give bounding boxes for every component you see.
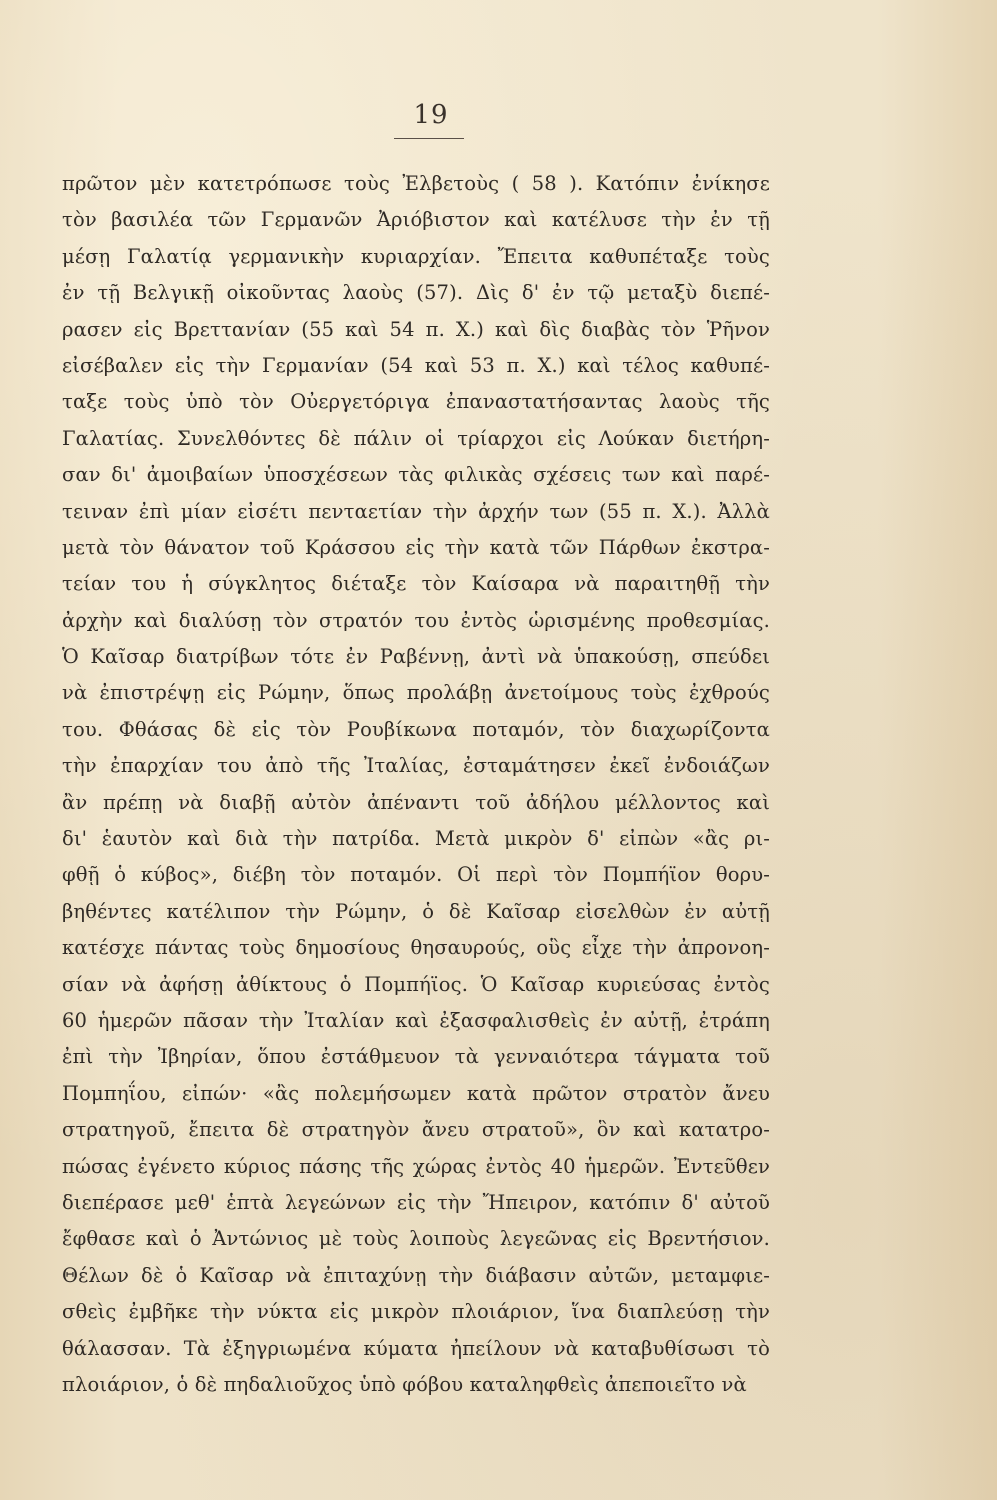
text-line: πλοιάριον, ὁ δὲ πηδαλιοῦχος ὑπὸ φόβου καταληφθεὶς ἀπεποιεῖτο νὰ bbox=[62, 1372, 747, 1396]
text-line: Ὁ Καῖσαρ διατρίβων τότε ἐν Ραβέννῃ, ἀντὶ νὰ ὑπακούσῃ, σπεύδει bbox=[62, 645, 770, 669]
text-line: ἀρχὴν καὶ διαλύσῃ τὸν στρατόν του ἐντὸς ὡρισμένης προθεσμίας. bbox=[62, 608, 770, 632]
text-line: τὴν ἐπαρχίαν του ἀπὸ τῆς Ἰταλίας, ἐσταμάτησεν ἐκεῖ ἐνδοιάζων bbox=[62, 754, 770, 778]
text-line: ἐπὶ τὴν Ἰβηρίαν, ὅπου ἐστάθμευον τὰ γενναιότερα τάγματα τοῦ bbox=[62, 1045, 770, 1069]
text-line: τείαν του ἡ σύγκλητος διέταξε τὸν Καίσαρα νὰ παραιτηθῇ τὴν bbox=[62, 572, 770, 596]
text-line: βηθέντες κατέλιπον τὴν Ρώμην, ὁ δὲ Καῖσαρ εἰσελθὼν ἐν αὐτῇ bbox=[62, 899, 770, 923]
text-line: στρατηγοῦ, ἔπειτα δὲ στρατηγὸν ἄνευ στρατοῦ», ὃν καὶ κατατρο- bbox=[62, 1118, 770, 1142]
text-line: σαν δι' ἀμοιβαίων ὑποσχέσεων τὰς φιλικὰς σχέσεις των καὶ παρέ- bbox=[62, 463, 770, 487]
text-line: σίαν νὰ ἀφήσῃ ἀθίκτους ὁ Πομπήϊος. Ὁ Καῖσαρ κυριεύσας ἐντὸς bbox=[62, 972, 770, 996]
text-line: κατέσχε πάντας τοὺς δημοσίους θησαυρούς, οὓς εἶχε τὴν ἀπρονοη- bbox=[62, 936, 770, 960]
text-line: ταξε τοὺς ὑπὸ τὸν Οὐεργετόριγα ἐπαναστατήσαντας λαοὺς τῆς bbox=[62, 390, 770, 414]
text-line: ἐν τῇ Βελγικῇ οἰκοῦντας λαοὺς (57). Δὶς δ' ἐν τῷ μεταξὺ διεπέ- bbox=[62, 281, 770, 305]
text-line: θάλασσαν. Τὰ ἐξηγριωμένα κύματα ἠπείλουν νὰ καταβυθίσωσι τὸ bbox=[62, 1336, 770, 1360]
header-rule bbox=[394, 138, 464, 139]
text-line: Γαλατίας. Συνελθόντες δὲ πάλιν οἱ τρίαρχοι εἰς Λούκαν διετήρη- bbox=[62, 426, 770, 450]
page-number: 19 bbox=[413, 100, 449, 130]
text-line: πώσας ἐγένετο κύριος πάσης τῆς χώρας ἐντὸς 40 ἡμερῶν. Ἐντεῦθεν bbox=[62, 1154, 770, 1178]
text-line: πρῶτον μὲν κατετρόπωσε τοὺς Ἐλβετοὺς ( 58 ). Κατόπιν ἐνίκησε bbox=[62, 172, 770, 195]
text-line: 60 ἡμερῶν πᾶσαν τὴν Ἰταλίαν καὶ ἐξασφαλισθεὶς ἐν αὐτῇ, ἐτράπη bbox=[62, 1008, 770, 1032]
text-line: ρασεν εἰς Βρεττανίαν (55 καὶ 54 π. Χ.) καὶ δὶς διαβὰς τὸν Ῥῆνον bbox=[62, 317, 770, 341]
text-line: σθεὶς ἐμβῆκε τὴν νύκτα εἰς μικρὸν πλοιάριον, ἵνα διαπλεύσῃ τὴν bbox=[62, 1300, 770, 1324]
text-line: ἂν πρέπῃ νὰ διαβῇ αὐτὸν ἀπέναντι τοῦ ἀδήλου μέλλοντος καὶ bbox=[62, 790, 770, 814]
text-body bbox=[62, 166, 770, 1403]
text-line: μετὰ τὸν θάνατον τοῦ Κράσσου εἰς τὴν κατὰ τῶν Πάρθων ἐκστρα- bbox=[62, 535, 770, 559]
text-line: Θέλων δὲ ὁ Καῖσαρ νὰ ἐπιταχύνῃ τὴν διάβασιν αὐτῶν, μεταμφιε- bbox=[62, 1263, 770, 1287]
text-line: του. Φθάσας δὲ εἰς τὸν Ρουβίκωνα ποταμόν, τὸν διαχωρίζοντα bbox=[62, 717, 770, 741]
text-line: μέσῃ Γαλατίᾳ γερμανικὴν κυριαρχίαν. Ἔπειτα καθυπέταξε τοὺς bbox=[62, 244, 770, 268]
text-line: ἔφθασε καὶ ὁ Ἀντώνιος μὲ τοὺς λοιποὺς λεγεῶνας εἰς Βρεντήσιον. bbox=[62, 1227, 770, 1251]
text-line: τὸν βασιλέα τῶν Γερμανῶν Ἀριόβιστον καὶ κατέλυσε τὴν ἐν τῇ bbox=[62, 208, 770, 232]
text-line: Πομπηΐου, εἰπών· «ἂς πολεμήσωμεν κατὰ πρῶτον στρατὸν ἄνευ bbox=[62, 1081, 770, 1105]
text-line: διεπέρασε μεθ' ἑπτὰ λεγεώνων εἰς τὴν Ἤπειρον, κατόπιν δ' αὐτοῦ bbox=[62, 1190, 770, 1214]
text-line: φθῇ ὁ κύβος», διέβη τὸν ποταμόν. Οἱ περὶ τὸν Πομπήϊον θορυ- bbox=[62, 863, 770, 887]
text-line: νὰ ἐπιστρέψῃ εἰς Ρώμην, ὅπως προλάβῃ ἀνετοίμους τοὺς ἐχθρούς bbox=[62, 681, 770, 705]
text-line: δι' ἑαυτὸν καὶ διὰ τὴν πατρίδα. Μετὰ μικρὸν δ' εἰπὼν «ἂς ρι- bbox=[62, 827, 770, 851]
text-line: εἰσέβαλεν εἰς τὴν Γερμανίαν (54 καὶ 53 π. Χ.) καὶ τέλος καθυπέ- bbox=[62, 353, 770, 377]
text-line: τειναν ἐπὶ μίαν εἰσέτι πενταετίαν τὴν ἀρχήν των (55 π. Χ.). Ἀλλὰ bbox=[62, 499, 770, 523]
